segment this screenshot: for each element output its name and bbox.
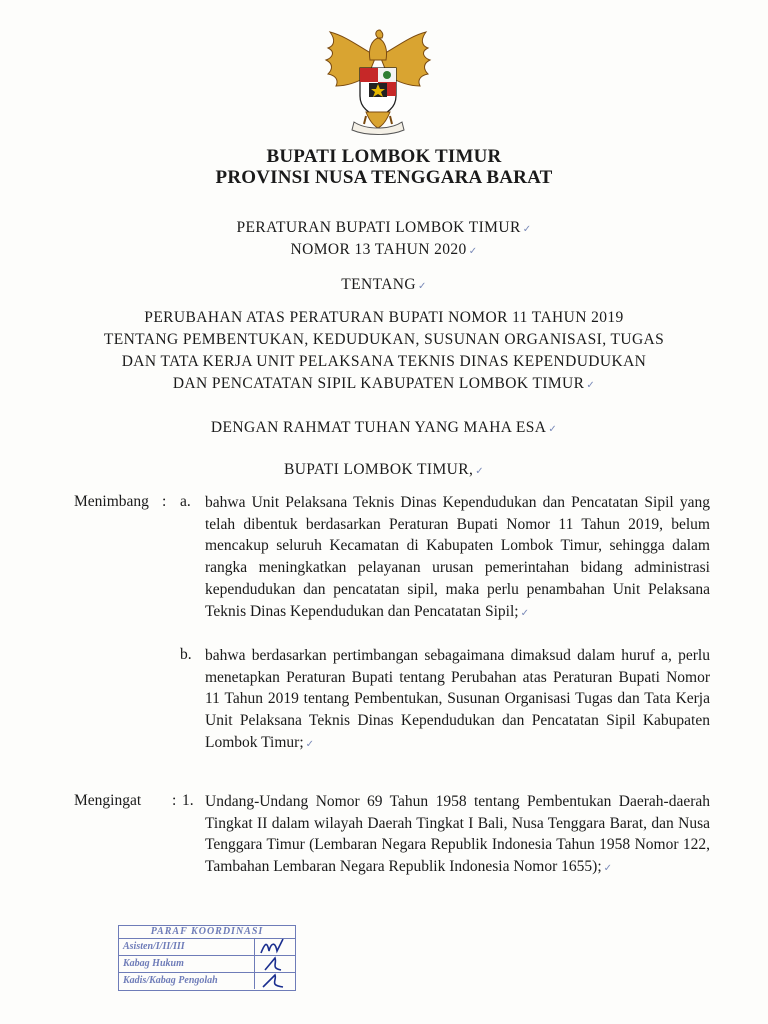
check-mark-icon: ✓ [417, 281, 427, 292]
stamp-title: PARAF KOORDINASI [119, 926, 295, 939]
coordination-stamp [118, 925, 296, 991]
mengingat-label: Mengingat [74, 792, 142, 809]
stamp-row-label: Asisten/I/II/III [119, 939, 255, 955]
menimbang-label: Menimbang [74, 493, 149, 510]
check-mark-icon: ✓ [603, 863, 613, 875]
check-mark-icon: ✓ [586, 380, 596, 391]
issuer-line: BUPATI LOMBOK TIMUR, ✓ [283, 461, 485, 478]
regulation-name: PERATURAN BUPATI LOMBOK TIMUR ✓ [236, 219, 532, 236]
stamp-row-label: Kabag Hukum [119, 956, 255, 972]
stamp-row [119, 956, 295, 973]
initials-signature [255, 939, 295, 955]
check-mark-icon: ✓ [468, 246, 478, 257]
stamp-row [119, 939, 295, 956]
stamp-row [119, 973, 295, 989]
initials-signature [255, 973, 295, 989]
blessing-line: DENGAN RAHMAT TUHAN YANG MAHA ESA ✓ [210, 419, 558, 436]
mengingat-item-1: Undang-Undang Nomor 69 Tahun 1958 tentang Pembentukan Daerah-daerah Tingkat II dalam wilayah Daerah Tingkat I Bali, Nusa Tenggara Barat, dan Nusa Tenggara Timur (Lembaran Negara Republik Indonesia Tahun 1958 Nomor 122, Tambahan Lembaran Negara Republik Indonesia Nomor 1655); ✓ [205, 793, 710, 876]
header-line-1: BUPATI LOMBOK TIMUR [266, 146, 502, 167]
check-mark-icon: ✓ [548, 424, 558, 435]
item-marker: a. [180, 493, 191, 510]
menimbang-item-b: bahwa berdasarkan pertimbangan sebagaimana dimaksud dalam huruf a, perlu menetapkan Peraturan Bupati tentang Perubahan atas Peraturan Bupati Nomor 11 Tahun 2019 tentang Pembentukan, Susunan Organisasi Tugas dan Tata Kerja Unit Pelaksana Teknis Dinas Kependudukan dan Pencatatan Sipil Kabupaten Lombok Timur; ✓ [205, 647, 710, 751]
check-mark-icon: ✓ [475, 466, 485, 477]
mengingat-colon: : [172, 792, 177, 809]
check-mark-icon: ✓ [522, 224, 532, 235]
regulation-number: NOMOR 13 TAHUN 2020 ✓ [290, 241, 478, 258]
item-marker: b. [180, 646, 192, 663]
menimbang-colon: : [162, 493, 167, 510]
subject-line: PERUBAHAN ATAS PERATURAN BUPATI NOMOR 11 TAHUN 2019 [144, 309, 624, 326]
subject-line: TENTANG PEMBENTUKAN, KEDUDUKAN, SUSUNAN ORGANISASI, TUGAS [103, 331, 665, 348]
stamp-row-label: Kadis/Kabag Pengolah [119, 973, 255, 989]
check-mark-icon: ✓ [305, 738, 315, 750]
check-mark-icon: ✓ [520, 607, 529, 619]
subject-line: DAN TATA KERJA UNIT PELAKSANA TEKNIS DINAS KEPENDUDUKAN [121, 353, 647, 370]
item-marker: 1. [182, 792, 194, 809]
garuda-emblem [316, 26, 440, 140]
initials-signature [255, 956, 295, 972]
header-line-2: PROVINSI NUSA TENGGARA BARAT [215, 167, 553, 188]
menimbang-item-a: bahwa Unit Pelaksana Teknis Dinas Kependudukan dan Pencatatan Sipil yang telah dibentuk berdasarkan Peraturan Bupati Nomor 11 Tahun 2019, belum mencakup seluruh Kecamatan di Kabupaten Lombok Timur, sehingga dalam rangka meningkatkan pelayanan urusan pemerintahan bidang administrasi kependudukan dan pencatatan sipil, maka perlu penambahan Unit Pelaksana Teknis Dinas Kependudukan dan Pencatatan Sipil; ✓ [205, 494, 710, 620]
regulation-about: TENTANG ✓ [341, 276, 427, 293]
subject-line: DAN PENCATATAN SIPIL KABUPATEN LOMBOK TIMUR ✓ [172, 375, 596, 392]
